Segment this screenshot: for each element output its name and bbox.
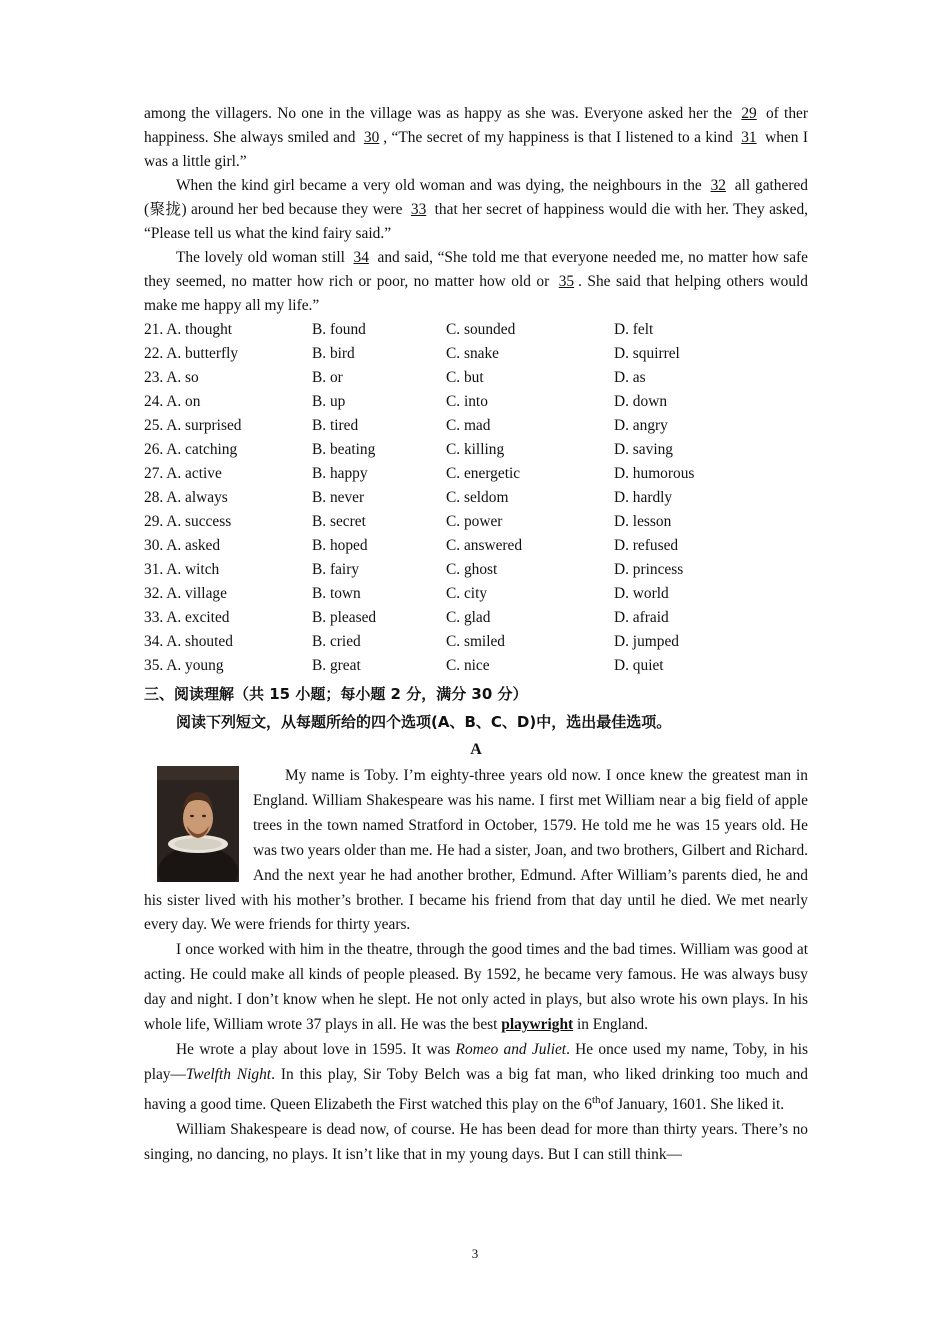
option-d: D. hardly — [614, 489, 673, 506]
page-number: 3 — [471, 1246, 479, 1261]
option-b: B. bird — [312, 345, 355, 362]
option-c: C. killing — [446, 441, 505, 458]
blank-30: 30 — [363, 129, 380, 146]
text: that her secret of happiness would die with her. They asked, “Please tell us what the kind fairy said.” — [144, 201, 808, 242]
option-c: C. answered — [446, 537, 523, 554]
blank-31: 31 — [741, 129, 757, 146]
text: all gathered (聚拢) around her bed because they were — [144, 177, 808, 218]
option-c: C. energetic — [446, 465, 521, 482]
blank-32: 32 — [710, 177, 726, 194]
option-b: B. tired — [312, 417, 359, 434]
option-b: B. never — [312, 489, 365, 506]
option-a: 33. A. excited — [144, 609, 230, 626]
option-c: C. nice — [446, 657, 490, 674]
option-a: 32. A. village — [144, 585, 227, 602]
option-d: D. lesson — [614, 513, 672, 530]
option-d: D. as — [614, 369, 646, 386]
option-a: 27. A. active — [144, 465, 222, 482]
option-b: B. fairy — [312, 561, 360, 578]
options-list — [144, 318, 808, 678]
option-b: B. up — [312, 393, 346, 410]
option-a: 30. A. asked — [144, 537, 221, 554]
option-c: C. power — [446, 513, 503, 530]
option-a: 26. A. catching — [144, 441, 238, 458]
option-a: 29. A. success — [144, 513, 232, 530]
option-a: 23. A. so — [144, 369, 199, 386]
option-b: B. pleased — [312, 609, 377, 626]
option-row-32 — [144, 582, 808, 606]
text: . In this play, Sir Toby Belch was a big fat man, who liked drinking too much and having a good time. Queen Elizabeth the First watched this play on the 6 — [144, 1065, 808, 1113]
play-title: Romeo and Juliet — [455, 1040, 567, 1058]
passage-paragraph-2 — [144, 938, 808, 1038]
cloze-paragraph-2 — [144, 174, 808, 246]
option-c: C. seldom — [446, 489, 509, 506]
option-a: 35. A. young — [144, 657, 224, 674]
option-b: B. happy — [312, 465, 368, 482]
option-b: B. or — [312, 369, 343, 386]
option-c: C. ghost — [446, 561, 498, 578]
text: among the villagers. No one in the village was as happy as she was. Everyone asked her the — [144, 105, 733, 122]
option-b: B. beating — [312, 441, 376, 458]
option-a: 24. A. on — [144, 393, 201, 410]
option-d: D. angry — [614, 417, 668, 434]
option-c: C. mad — [446, 417, 491, 434]
passage-paragraph-4: William Shakespeare is dead now, of course. He has been dead for more than thirty years. There’s no singing, no dancing, no plays. It isn’t like that in my young days. But I can still think— — [144, 1120, 808, 1163]
highlighted-word: playwright — [501, 1016, 574, 1034]
section-instruction: 阅读下列短文，从每题所给的四个选项(A、B、C、D)中，选出最佳选项。 — [176, 713, 672, 731]
passage-paragraph-1: My name is Toby. I’m eighty-three years old now. I once knew the greatest man in England. William Shakespeare was his name. I first met William near a big field of apple trees in the town named Stratford in October, 1579. He told me he was 15 years old. He was two years older than me. He had a sister, Joan, and two brothers, Gilbert and Richard. And the next year he had another brother, Edmund. After William’s parents died, he and his sister lived with his mother’s brother. I became his friend from that day until he died. We met nearly every day. We were friends for thirty years. — [144, 767, 808, 934]
option-row-34 — [144, 630, 808, 654]
option-d: D. squirrel — [614, 345, 680, 362]
option-c: C. glad — [446, 609, 491, 626]
cloze-paragraph-3 — [144, 246, 808, 318]
option-d: D. refused — [614, 537, 679, 554]
text: , “The secret of my happiness is that I listened to a kind — [383, 129, 733, 146]
text: of ther happiness. She always smiled and — [144, 105, 808, 146]
portrait-icon — [157, 766, 239, 882]
option-row-29 — [144, 510, 808, 534]
option-a: 21. A. thought — [144, 321, 233, 338]
text: when I was a little girl.” — [144, 129, 808, 170]
text: of January, 1601. She liked it. — [600, 1095, 785, 1113]
section-heading: 三、阅读理解（共 15 小题；每小题 2 分，满分 30 分） — [144, 685, 528, 703]
blank-34: 34 — [353, 249, 369, 266]
option-d: D. saving — [614, 441, 673, 458]
option-row-21 — [144, 318, 808, 342]
option-d: D. princess — [614, 561, 684, 578]
passage-paragraph-3 — [144, 1038, 808, 1118]
option-d: D. jumped — [614, 633, 679, 650]
text: When the kind girl became a very old woman and was dying, the neighbours in the — [176, 177, 702, 194]
option-row-35 — [144, 654, 808, 678]
text: He wrote a play about love in 1595. It was — [176, 1040, 451, 1058]
option-row-23 — [144, 366, 808, 390]
option-d: D. world — [614, 585, 669, 602]
option-a: 25. A. surprised — [144, 417, 242, 434]
option-b: B. hoped — [312, 537, 368, 554]
play-title: Twelfth Night — [185, 1065, 272, 1083]
option-row-24 — [144, 390, 808, 414]
option-d: D. humorous — [614, 465, 695, 482]
option-c: C. smiled — [446, 633, 505, 650]
option-c: C. into — [446, 393, 488, 410]
option-c: C. but — [446, 369, 484, 386]
text: . He once used my name, Toby, in his play— — [144, 1040, 808, 1083]
option-b: B. town — [312, 585, 361, 602]
ordinal-suffix: th — [591, 1093, 601, 1106]
option-b: B. cried — [312, 633, 361, 650]
option-a: 28. A. always — [144, 489, 228, 506]
option-c: C. snake — [446, 345, 500, 362]
option-c: C. city — [446, 585, 488, 602]
blank-35: 35 — [558, 273, 575, 290]
text: . She said that helping others would make me happy all my life.” — [144, 273, 808, 314]
cloze-paragraph-1 — [144, 102, 808, 174]
option-a: 22. A. butterfly — [144, 345, 239, 362]
option-row-33 — [144, 606, 808, 630]
option-c: C. sounded — [446, 321, 516, 338]
option-b: B. great — [312, 657, 361, 674]
option-d: D. down — [614, 393, 668, 410]
option-row-31 — [144, 558, 808, 582]
text: in England. — [576, 1016, 648, 1034]
blank-29: 29 — [741, 105, 757, 122]
text: and said, “She told me that everyone needed me, no matter how safe they seemed, no matter how rich or poor, no matter how old or — [144, 249, 808, 290]
option-a: 31. A. witch — [144, 561, 220, 578]
blank-33: 33 — [410, 201, 427, 218]
option-row-22 — [144, 342, 808, 366]
option-row-27 — [144, 462, 808, 486]
option-d: D. quiet — [614, 657, 664, 674]
option-d: D. afraid — [614, 609, 669, 626]
shakespeare-portrait — [157, 766, 239, 882]
option-b: B. found — [312, 321, 366, 338]
option-row-30 — [144, 534, 808, 558]
option-d: D. felt — [614, 321, 654, 338]
option-row-28 — [144, 486, 808, 510]
option-row-26 — [144, 438, 808, 462]
passage-title: A — [470, 741, 482, 758]
text: The lovely old woman still — [176, 249, 345, 266]
option-b: B. secret — [312, 513, 366, 530]
exam-page — [144, 102, 808, 1168]
option-a: 34. A. shouted — [144, 633, 233, 650]
option-row-25 — [144, 414, 808, 438]
text: I once worked with him in the theatre, through the good times and the bad times. William was good at acting. He could make all kinds of people pleased. By 1592, he became very famous. He was always busy day and night. I don’t know when he slept. He not only acted in plays, but also wrote his own plays. In his whole life, William wrote 37 plays in all. He was the best — [144, 941, 808, 1034]
